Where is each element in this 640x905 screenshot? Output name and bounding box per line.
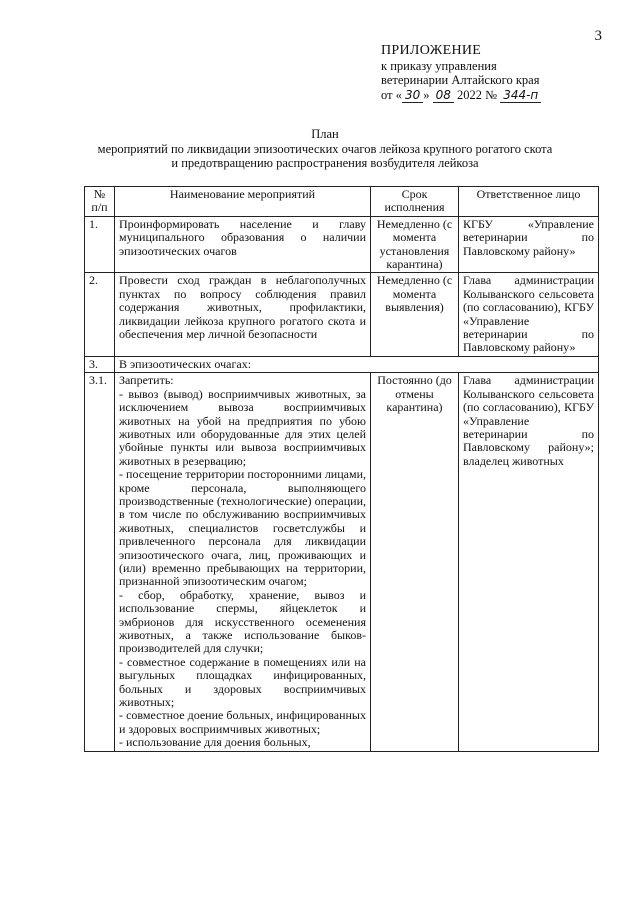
row-responsible: Глава администрации Колыванского сельсовета (по согласованию), КГБУ «Управление ветеринарии по Павловскому району»: [459, 273, 599, 356]
row-term: Немедленно (с момента выявления): [371, 273, 459, 356]
table-row: [85, 216, 599, 273]
plan-heading: [60, 127, 590, 171]
table-row: [85, 273, 599, 356]
row-action: Провести сход граждан в неблагополучных пунктах по вопросу соблюдения правил содержания животных, профилактики, ликвидации лейкоза крупного рогатого скота и обеспечения мер личной безопасности: [115, 273, 371, 356]
prohibition-item: - использование для доения больных,: [119, 735, 311, 750]
prohibition-item: - совместное доение больных, инфицированных и здоровых восприимчивых животных;: [119, 708, 366, 736]
row-responsible: КГБУ «Управление ветеринарии по Павловскому району»: [459, 216, 599, 273]
date-prefix: от «: [381, 87, 402, 102]
plan-subtitle-2: и предотвращению распространения возбудителя лейкоза: [171, 156, 479, 170]
row-num: 2.: [85, 273, 115, 356]
row-action: Проинформировать население и главу муниципального образования о наличии эпизоотических очагов: [115, 216, 371, 273]
prohibition-item: - совместное содержание в помещениях или на выгульных площадках инфицированных, больных и здоровых восприимчивых животных;: [119, 654, 366, 710]
header-term: Срок исполнения: [371, 187, 459, 217]
order-number: 344-п: [500, 88, 541, 103]
prohibition-intro: Запретить:: [119, 373, 174, 388]
header-responsible: Ответственное лицо: [459, 187, 599, 217]
measures-table: [84, 186, 599, 752]
table-row: [85, 373, 599, 751]
row-num: 1.: [85, 216, 115, 273]
prohibition-item: - посещение территории посторонними лицами, кроме персонала, выполняющего производственные (технологические) операции, в том числе по обслуживанию восприимчивых животных, специалистов госветслужбы и привлеченного персонала для ликвидации эпизоотического очага, лиц, проживающих и (или) временно пребывающих на территории, признанной эпизоотическим очагом;: [119, 467, 366, 589]
table-row: [85, 356, 599, 372]
prohibition-item: - сбор, обработку, хранение, вывоз и использование спермы, яйцеклеток и эмбрионов для искусственного осеменения животных, а также использование быков-производителей для случки;: [119, 587, 366, 656]
annex-block: [381, 44, 541, 102]
row-responsible: Глава администрации Колыванского сельсовета (по согласованию), КГБУ «Управление ветеринарии по Павловскому району»; владелец животных: [459, 373, 599, 751]
annex-title: ПРИЛОЖЕНИЕ: [381, 43, 482, 58]
plan-title: План: [311, 127, 339, 141]
date-year: 2022 №: [453, 87, 501, 102]
row-action: [115, 373, 371, 751]
row-term: Немедленно (с момента установления карантина): [371, 216, 459, 273]
row-term: Постоянно (до отмены карантина): [371, 373, 459, 751]
date-day: 30: [402, 88, 423, 103]
row-section-heading: В эпизоотических очагах:: [115, 356, 599, 372]
annex-date-line: [381, 88, 541, 103]
row-num: 3.: [85, 356, 115, 372]
prohibition-item: - вывоз (вывод) восприимчивых животных, за исключением вывоза восприимчивых животных на убой на предприятия по убою животных или оборудованные для этих целей убойные пункты или вывоза восприимчивых животных в резервацию;: [119, 386, 366, 468]
page-number: 3: [594, 28, 602, 44]
row-num: 3.1.: [85, 373, 115, 751]
table-header-row: [85, 187, 599, 217]
date-month: 08: [433, 88, 454, 103]
header-action: Наименование мероприятий: [115, 187, 371, 217]
plan-subtitle-1: мероприятий по ликвидации эпизоотических очагов лейкоза крупного рогатого скота: [97, 141, 553, 156]
annex-line-2: ветеринарии Алтайского края: [381, 73, 540, 87]
date-mid: »: [423, 87, 433, 102]
annex-line-1: к приказу управления: [381, 58, 497, 73]
header-num: № п/п: [85, 187, 115, 217]
